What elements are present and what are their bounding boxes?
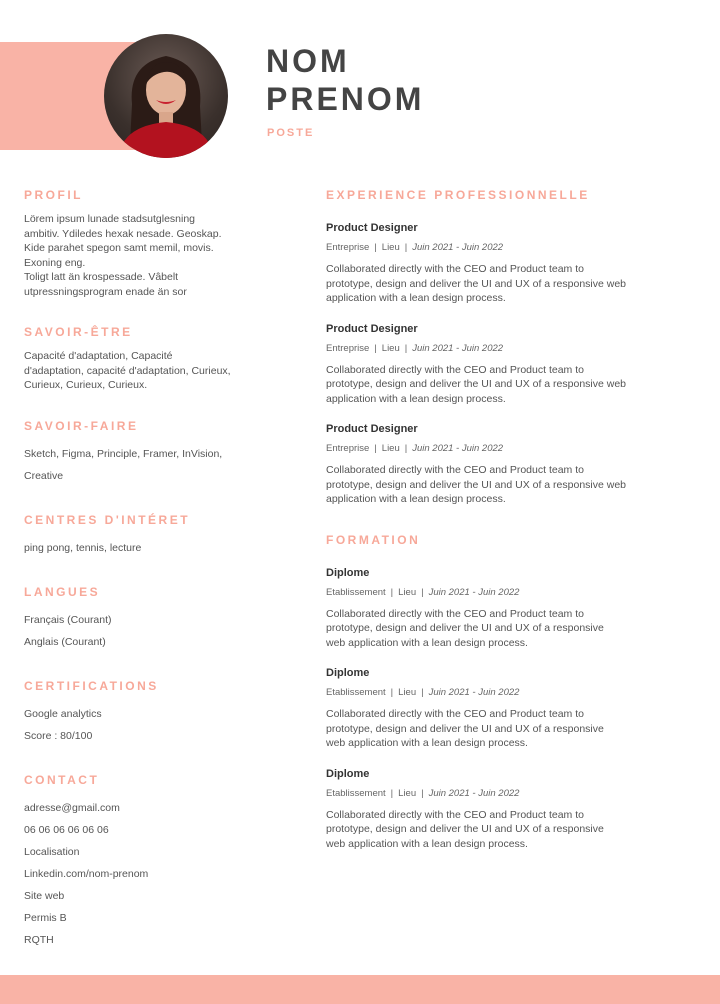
entry-date: Juin 2021 - Juin 2022: [412, 443, 504, 454]
entry-date: Juin 2021 - Juin 2022: [412, 242, 504, 253]
meta-separator: |: [390, 687, 394, 698]
entry-desc-line: web application with a lean design process.: [326, 636, 528, 649]
entry-desc-line: Collaborated directly with the CEO and Product team to: [326, 263, 584, 275]
entry-meta: [326, 587, 686, 598]
contact-location: Localisation: [24, 845, 80, 858]
section-title-langues: LANGUES: [24, 584, 101, 599]
section-title-centres-interet: CENTRES D'INTÉRET: [24, 512, 191, 527]
meta-separator: |: [421, 586, 424, 598]
contact-rqth: RQTH: [24, 933, 54, 946]
section-profil: [24, 188, 284, 299]
meta-separator: |: [390, 586, 394, 598]
portrait-illustration: [104, 34, 228, 158]
entry-desc-line: prototype, design and deliver the UI and UX of a responsive: [326, 823, 604, 835]
entry-desc-line: web application with a lean design process.: [326, 837, 528, 850]
entry-description: [326, 808, 686, 852]
formation-entry: [326, 667, 686, 751]
formation-entry: [326, 567, 686, 651]
centres-interet-line: ping pong, tennis, lecture: [24, 541, 142, 554]
section-title-experience: EXPERIENCE PROFESSIONNELLE: [326, 188, 590, 202]
savoir-faire-list: [24, 443, 284, 487]
name-line-nom: NOM: [266, 43, 350, 79]
entry-org: Etablissement: [326, 787, 386, 799]
section-langues: [24, 585, 284, 653]
contact-linkedin: Linkedin.com/nom-prenom: [24, 867, 149, 880]
section-title-savoir-etre: SAVOIR-ÊTRE: [24, 325, 133, 339]
entry-desc-line: Collaborated directly with the CEO and Product team to: [326, 363, 584, 376]
entry-desc-line: Collaborated directly with the CEO and Product team to: [326, 607, 584, 620]
section-title-formation: FORMATION: [326, 532, 421, 547]
entry-org: Entreprise: [326, 242, 370, 253]
profil-line: Toligt latt än krospessade. Vâbelt: [24, 271, 179, 283]
entry-desc-line: prototype, design and deliver the UI and UX of a responsive: [326, 722, 604, 735]
section-title-certifications: CERTIFICATIONS: [24, 678, 159, 693]
entry-org: Etablissement: [326, 586, 386, 598]
entry-meta: [326, 343, 686, 354]
entry-place: Lieu: [398, 687, 417, 698]
entry-desc-line: application with a lean design process.: [326, 392, 506, 405]
entry-desc-line: prototype, design and deliver the UI and UX of a responsive web: [326, 378, 627, 390]
certification-score: Score : 80/100: [24, 729, 93, 742]
meta-separator: |: [374, 242, 377, 253]
langue-item: Français (Courant): [24, 613, 112, 626]
entry-desc-line: prototype, design and deliver the UI and UX of a responsive web: [326, 478, 627, 491]
meta-separator: |: [374, 342, 377, 354]
meta-separator: |: [374, 443, 377, 454]
entry-title: Product Designer: [326, 322, 418, 335]
profil-line: Kide parahet spegon samt memil, movis.: [24, 242, 214, 254]
profile-photo: [104, 34, 228, 158]
contact-phone: 06 06 06 06 06 06: [24, 823, 109, 836]
entry-title: Product Designer: [326, 423, 418, 435]
entry-date: Juin 2021 - Juin 2022: [428, 787, 520, 799]
savoir-faire-line: Creative: [24, 469, 64, 482]
entry-desc-line: Collaborated directly with the CEO and Product team to: [326, 808, 584, 821]
entry-meta: [326, 788, 686, 799]
entry-description: [326, 607, 686, 651]
savoir-etre-text: [24, 349, 284, 393]
entry-title: Product Designer: [326, 222, 418, 234]
right-column: [326, 188, 686, 868]
section-savoir-etre: [24, 325, 284, 393]
name-line-prenom: PRENOM: [266, 81, 425, 117]
entry-desc-line: Collaborated directly with the CEO and Product team to: [326, 464, 584, 476]
profil-line: utpressningsprogram enade än sor: [24, 285, 187, 298]
profil-line: ambitiv. Ydiledes hexak nesade. Geoskap.: [24, 227, 222, 240]
profil-line: Lörem ipsum lunade stadsutglesning: [24, 213, 196, 225]
contact-permis: Permis B: [24, 911, 67, 924]
entry-place: Lieu: [398, 586, 417, 598]
certification-item: Google analytics: [24, 707, 102, 720]
section-centres-interet: [24, 513, 284, 559]
entry-description: [326, 463, 686, 507]
formation-entry: [326, 768, 686, 852]
entry-date: Juin 2021 - Juin 2022: [428, 586, 520, 598]
meta-separator: |: [404, 342, 408, 354]
experience-entry: [326, 423, 686, 507]
entry-title: Diplome: [326, 767, 370, 780]
entry-org: Entreprise: [326, 342, 370, 354]
profil-line: Exoning eng.: [24, 256, 86, 269]
entry-place: Lieu: [381, 443, 400, 454]
savoir-etre-line: Capacité d'adaptation, Capacité: [24, 350, 173, 362]
contact-email: adresse@gmail.com: [24, 801, 120, 814]
section-title-contact: CONTACT: [24, 772, 100, 787]
entry-desc-line: application with a lean design process.: [326, 292, 506, 304]
langue-item: Anglais (Courant): [24, 635, 106, 648]
experience-entry: [326, 323, 686, 407]
entry-description: [326, 363, 686, 407]
contact-website: Site web: [24, 889, 65, 902]
entry-place: Lieu: [381, 242, 400, 253]
experience-entry: [326, 222, 686, 306]
entry-meta: [326, 443, 686, 454]
entry-desc-line: prototype, design and deliver the UI and UX of a responsive web: [326, 277, 627, 290]
entry-meta: [326, 242, 686, 253]
entry-description: [326, 707, 686, 751]
entry-date: Juin 2021 - Juin 2022: [428, 687, 520, 698]
entry-title: Diplome: [326, 667, 370, 679]
section-certifications: [24, 679, 284, 747]
meta-separator: |: [421, 787, 424, 799]
entry-date: Juin 2021 - Juin 2022: [412, 342, 504, 354]
section-title-savoir-faire: SAVOIR-FAIRE: [24, 418, 139, 433]
footer-accent-band: [0, 975, 720, 1004]
entry-description: [326, 262, 686, 306]
left-column: [24, 188, 284, 977]
savoir-etre-line: Curieux, Curieux, Curieux.: [24, 379, 148, 391]
entry-desc-line: web application with a lean design process.: [326, 737, 528, 749]
job-title: POSTE: [267, 127, 315, 139]
entry-org: Etablissement: [326, 687, 386, 698]
entry-org: Entreprise: [326, 443, 370, 454]
meta-separator: |: [404, 242, 408, 253]
savoir-etre-line: d'adaptation, capacité d'adaptation, Curieux,: [24, 364, 231, 377]
section-title-profil: PROFIL: [24, 188, 83, 202]
meta-separator: |: [421, 687, 424, 698]
meta-separator: |: [404, 443, 408, 454]
entry-desc-line: application with a lean design process.: [326, 493, 506, 505]
section-contact: [24, 773, 284, 951]
entry-meta: [326, 687, 686, 698]
entry-place: Lieu: [381, 342, 400, 354]
entry-title: Diplome: [326, 566, 370, 579]
entry-place: Lieu: [398, 787, 417, 799]
entry-desc-line: Collaborated directly with the CEO and Product team to: [326, 708, 584, 720]
candidate-name: [266, 42, 424, 118]
profil-text: [24, 212, 284, 299]
section-savoir-faire: [24, 419, 284, 487]
entry-desc-line: prototype, design and deliver the UI and UX of a responsive: [326, 622, 604, 634]
savoir-faire-line: Sketch, Figma, Principle, Framer, InVision,: [24, 447, 223, 460]
meta-separator: |: [390, 787, 394, 799]
